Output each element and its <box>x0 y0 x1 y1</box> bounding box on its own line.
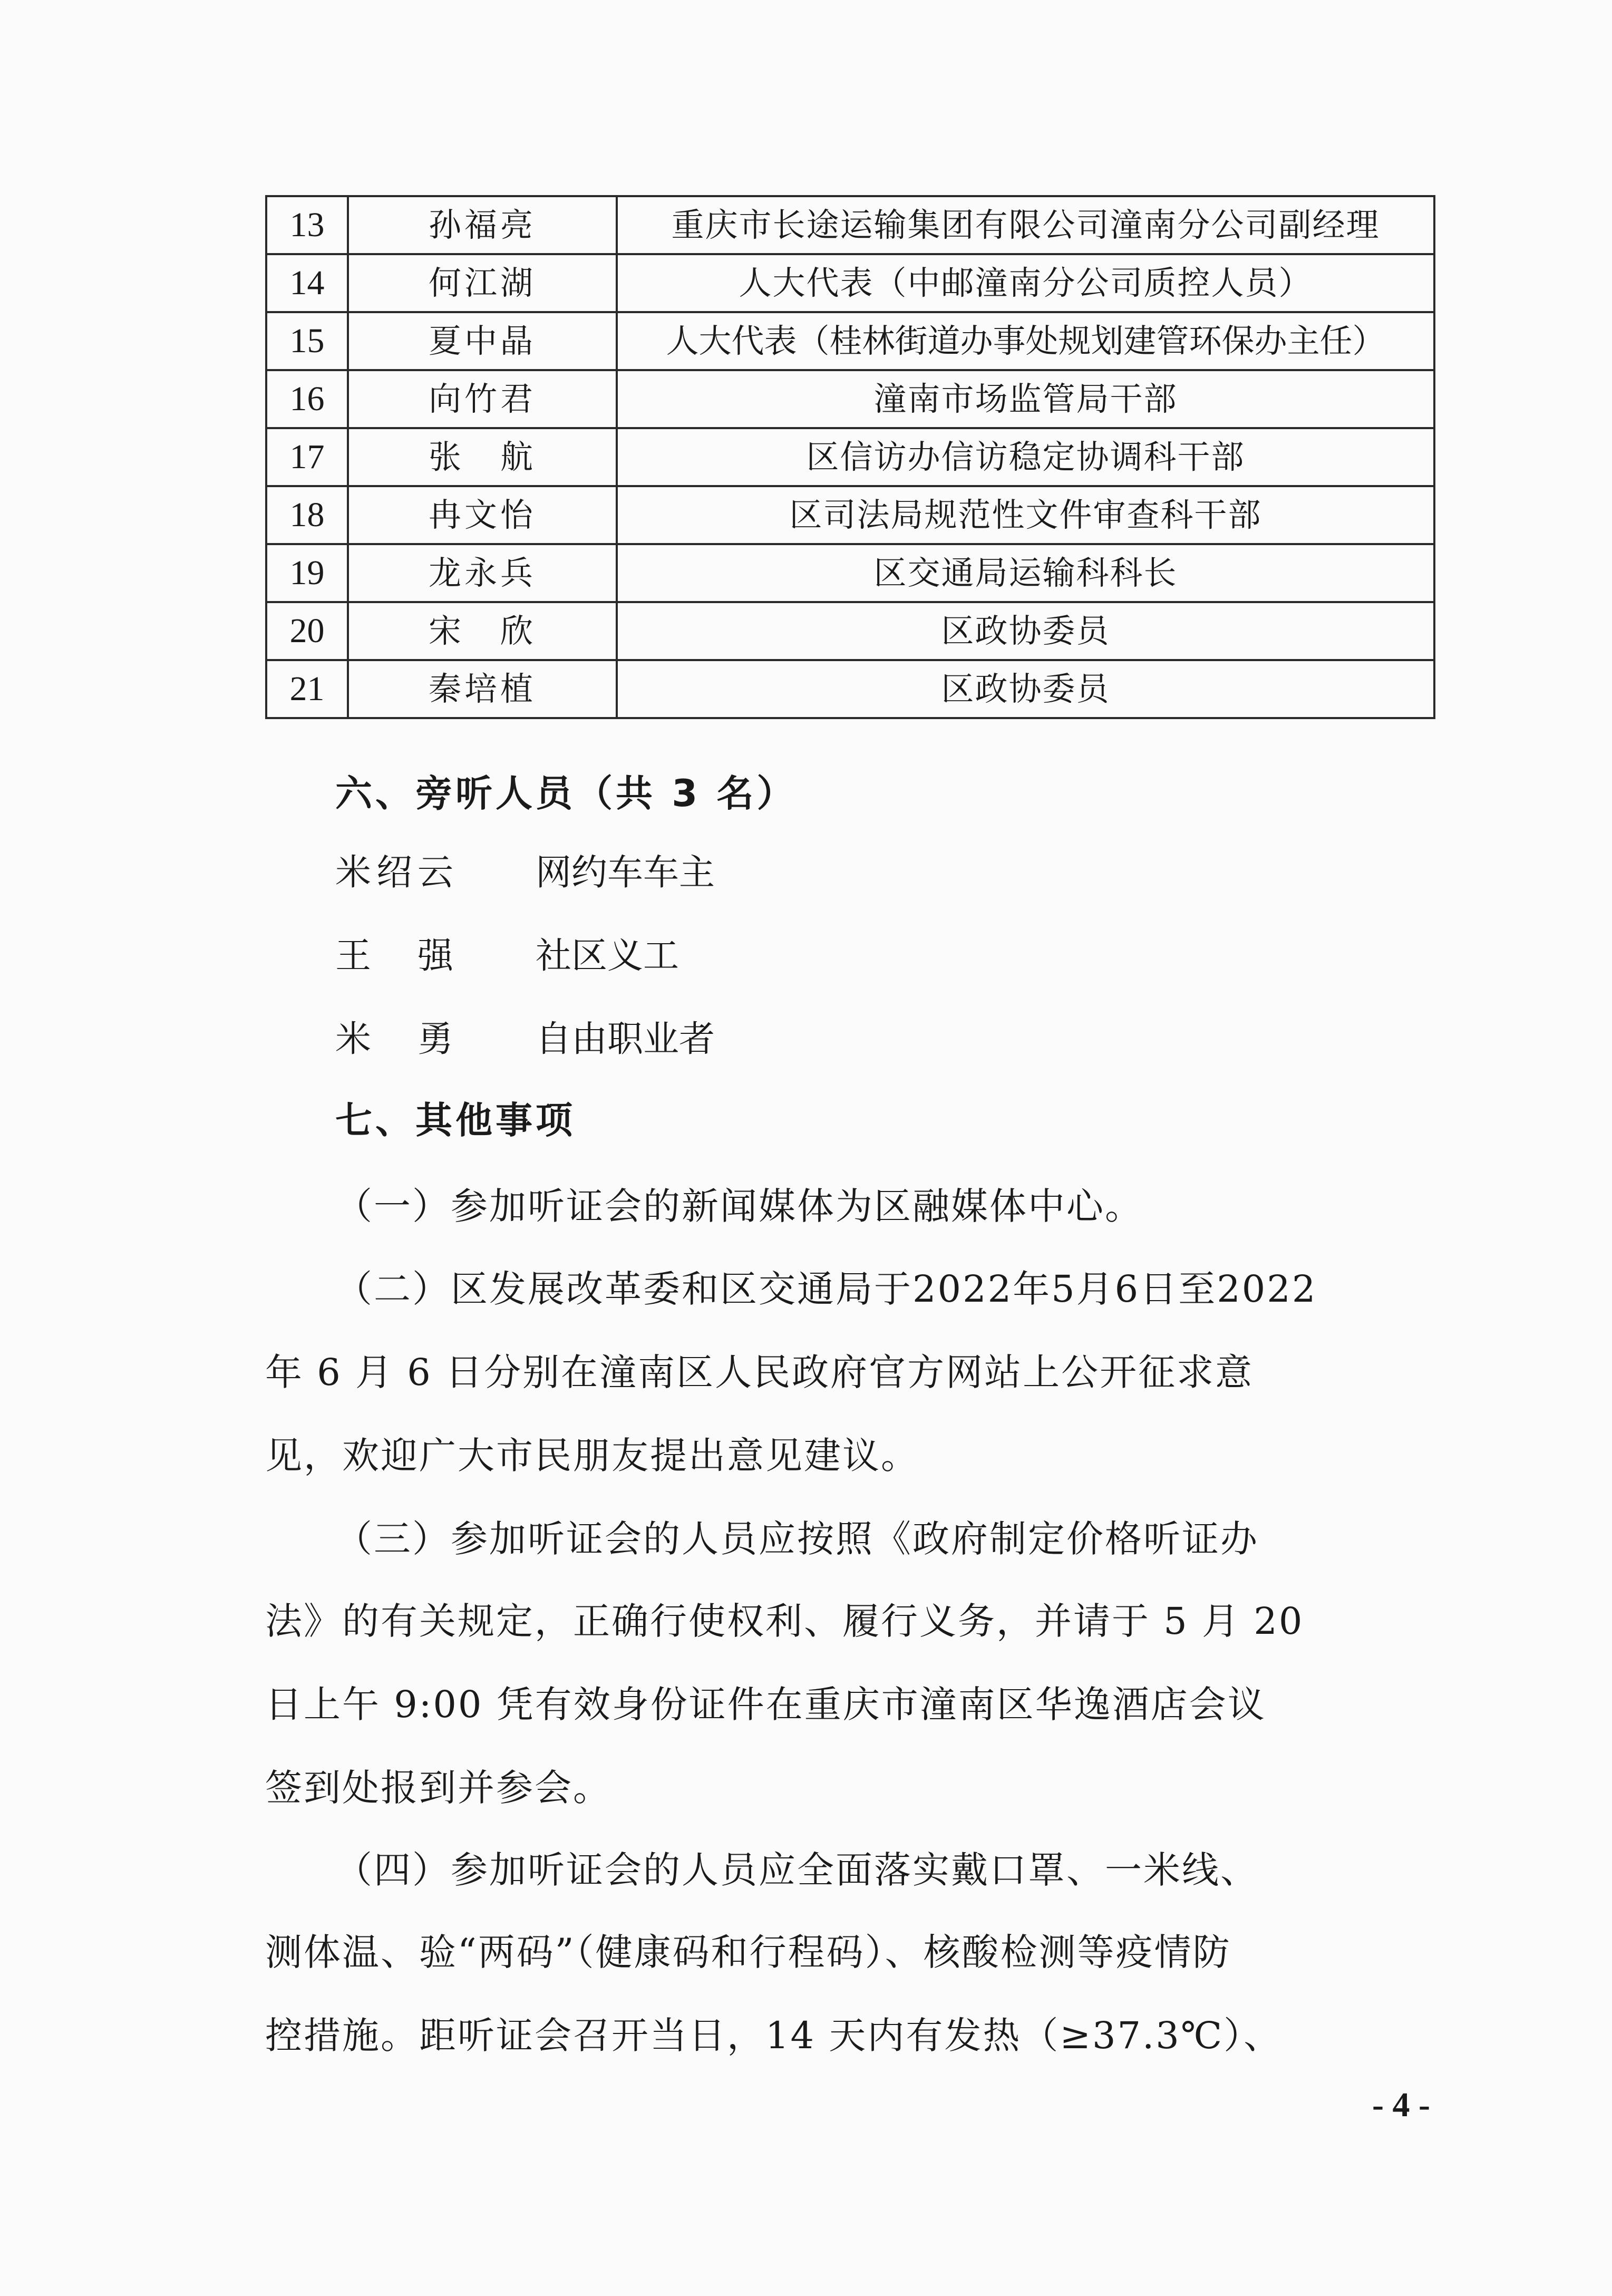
paragraph-line: 控措施。距听证会召开当日，14 天内有发热（≥37.3℃）、 <box>265 2014 1283 2057</box>
page-number: - 4 - <box>1372 2086 1430 2124</box>
person-name: 夏中晶 <box>348 312 617 370</box>
paragraph-line: 签到处报到并参会。 <box>265 1766 611 1809</box>
table-row <box>266 602 1434 660</box>
section-heading-observers: 六、旁听人员（共 3 名） <box>335 772 797 815</box>
person-role: 人大代表（中邮潼南分公司质控人员） <box>617 254 1434 312</box>
row-number: 18 <box>266 486 348 544</box>
paragraph-line: 日上午 9:00 凭有效身份证件在重庆市潼南区华逸酒店会议 <box>265 1683 1266 1726</box>
person-role: 重庆市长途运输集团有限公司潼南分公司副经理 <box>617 196 1434 254</box>
observer-entry <box>335 1019 715 1060</box>
paragraph-line: 年 6 月 6 日分别在潼南区人民政府官方网站上公开征求意 <box>265 1351 1254 1394</box>
person-role: 区司法局规范性文件审查科干部 <box>617 486 1434 544</box>
observer-name: 米 勇 <box>335 1019 459 1060</box>
person-name: 孙福亮 <box>348 196 617 254</box>
person-name: 向竹君 <box>348 370 617 428</box>
paragraph-line: 测体温、验“两码”（健康码和行程码）、核酸检测等疫情防 <box>265 1931 1231 1974</box>
person-role: 人大代表（桂林街道办事处规划建管环保办主任） <box>617 312 1434 370</box>
row-number: 17 <box>266 428 348 486</box>
table-row <box>266 486 1434 544</box>
row-number: 15 <box>266 312 348 370</box>
row-number: 21 <box>266 660 348 718</box>
table-row <box>266 312 1434 370</box>
table-row <box>266 660 1434 718</box>
person-role: 区政协委员 <box>617 660 1434 718</box>
paragraph-line: 见，欢迎广大市民朋友提出意见建议。 <box>265 1434 919 1477</box>
observer-entry <box>335 935 679 977</box>
row-number: 14 <box>266 254 348 312</box>
observer-name: 米绍云 <box>335 852 459 894</box>
observer-name: 王 强 <box>335 935 459 977</box>
personnel-table <box>265 195 1435 719</box>
paragraph-line: 法》的有关规定，正确行使权利、履行义务，并请于 5 月 20 <box>265 1600 1304 1643</box>
person-name: 秦培植 <box>348 660 617 718</box>
person-role: 区交通局运输科科长 <box>617 544 1434 602</box>
observer-role: 网约车车主 <box>536 852 715 894</box>
paragraph-line: （一）参加听证会的新闻媒体为区融媒体中心。 <box>335 1185 1143 1228</box>
table-row <box>266 544 1434 602</box>
table-row <box>266 428 1434 486</box>
row-number: 20 <box>266 602 348 660</box>
observer-entry <box>335 852 715 894</box>
table-row <box>266 196 1434 254</box>
person-role: 区信访办信访稳定协调科干部 <box>617 428 1434 486</box>
paragraph-line: （二）区发展改革委和区交通局于2022年5月6日至2022 <box>335 1267 1317 1311</box>
person-name: 何江湖 <box>348 254 617 312</box>
person-name: 龙永兵 <box>348 544 617 602</box>
person-name: 宋 欣 <box>348 602 617 660</box>
section-heading-other-matters: 七、其他事项 <box>335 1099 576 1142</box>
table-row <box>266 370 1434 428</box>
observer-role: 社区义工 <box>536 935 679 977</box>
person-name: 冉文怡 <box>348 486 617 544</box>
person-role: 区政协委员 <box>617 602 1434 660</box>
table-row <box>266 254 1434 312</box>
paragraph-line: （四）参加听证会的人员应全面落实戴口罩、一米线、 <box>335 1848 1259 1892</box>
row-number: 16 <box>266 370 348 428</box>
row-number: 13 <box>266 196 348 254</box>
observer-role: 自由职业者 <box>536 1019 715 1060</box>
person-name: 张 航 <box>348 428 617 486</box>
person-role: 潼南市场监管局干部 <box>617 370 1434 428</box>
paragraph-line: （三）参加听证会的人员应按照《政府制定价格听证办 <box>335 1517 1259 1561</box>
row-number: 19 <box>266 544 348 602</box>
